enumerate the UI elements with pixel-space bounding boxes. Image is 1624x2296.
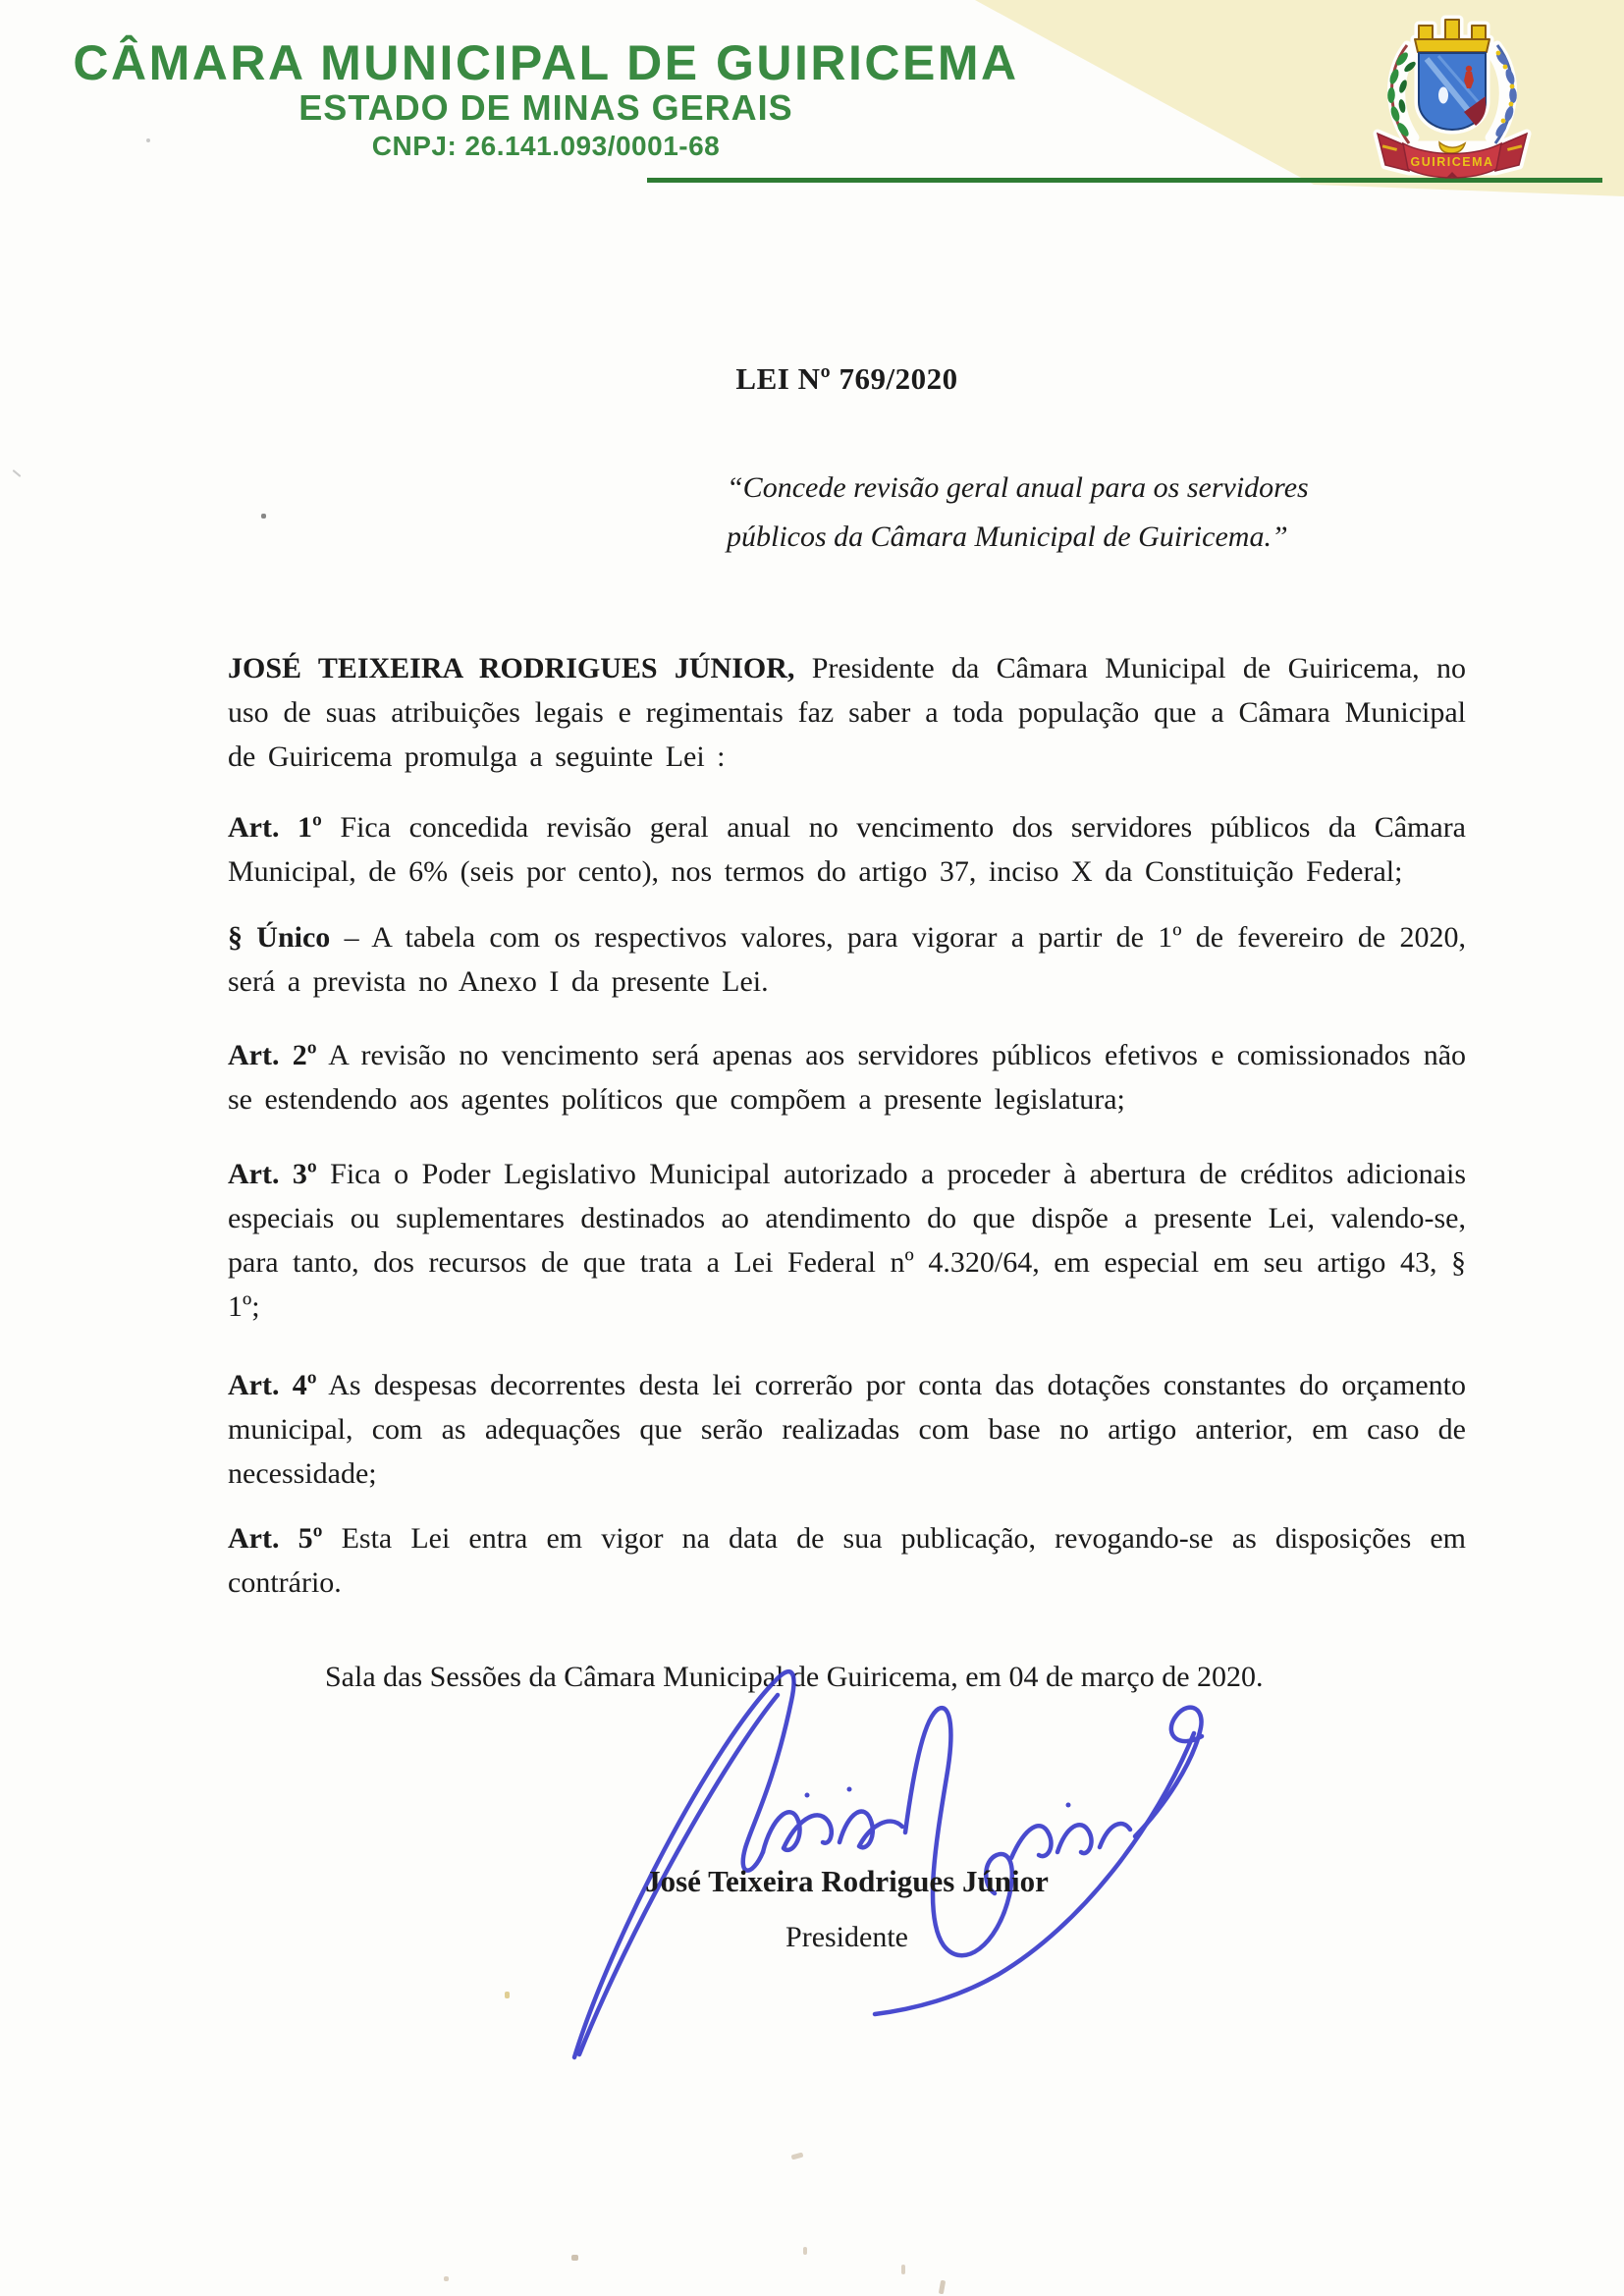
article-3-lead: Art. 3º [228,1158,317,1190]
article-4-lead: Art. 4º [228,1369,317,1401]
closing-line: Sala das Sessões da Câmara Municipal de Guiricema, em 04 de março de 2020. [325,1661,1264,1693]
epigraph-line: públicos da Câmara Municipal de Guiricema.” [727,520,1288,553]
crest-banner-text: GUIRICEMA [1410,155,1494,169]
scan-speck [261,514,266,519]
article-4-text: As despesas decorrentes desta lei correrão por conta das dotações constantes do orçamento municipal, com as adequações que serão realizadas com base no artigo anterior, em caso de necessidade; [228,1369,1466,1490]
paragrafo-unico-paragraph [228,915,1466,1004]
article-1-lead: Art. 1º [228,811,322,844]
article-3-text: Fica o Poder Legislativo Municipal autorizado a proceder à abertura de créditos adicionais especiais ou suplementares destinados ao atendimento do que dispõe a presente Lei, valendo-se, para tanto, dos recursos de que trata a Lei Federal nº 4.320/64, em especial em seu artigo 43, § 1º; [228,1158,1466,1323]
org-state-line: ESTADO DE MINAS GERAIS [298,87,793,128]
article-3-paragraph [228,1152,1466,1329]
org-name: CÂMARA MUNICIPAL DE GUIRICEMA [73,35,1019,90]
guiricema-coat-of-arms-icon [1358,2,1546,179]
scan-speck [791,2153,804,2160]
epigraph-line: “Concede revisão geral anual para os servidores [727,471,1309,504]
crest-drop [1438,87,1448,104]
letterhead [0,37,1092,161]
scan-speck [901,2265,905,2274]
epigraph [727,464,1309,562]
signer-role: Presidente [785,1921,908,1953]
paragrafo-unico-lead: § Único [228,921,331,954]
org-cnpj-line: CNPJ: 26.141.093/0001-68 [371,131,721,161]
paragrafo-unico-text: – A tabela com os respectivos valores, para vigorar a partir de 1º de fevereiro de 2020, será a prevista no Anexo I da presente Lei. [228,921,1467,998]
preamble-lead: JOSÉ TEIXEIRA RODRIGUES JÚNIOR, [228,652,795,684]
article-5-paragraph [228,1516,1466,1605]
law-title: LEI Nº 769/2020 [735,361,958,396]
article-2-paragraph [228,1033,1466,1121]
article-4-paragraph [228,1363,1466,1496]
article-1-text: Fica concedida revisão geral anual no vencimento dos servidores públicos da Câmara Municipal, de 6% (seis por cento), nos termos do artigo 37, inciso X da Constituição Federal; [228,811,1466,888]
scan-speck [939,2280,946,2295]
scan-speck [571,2255,578,2261]
signer-name: José Teixeira Rodrigues Júnior [645,1864,1049,1898]
scan-speck [505,1992,510,1998]
scan-speck [13,469,22,477]
scan-speck [444,2276,449,2281]
article-2-lead: Art. 2º [228,1039,317,1071]
preamble-text: Presidente da Câmara Municipal de Guiricema, no uso de suas atribuições legais e regimentais faz saber a toda população que a Câmara Municipal de Guiricema promulga a seguinte Lei : [228,652,1466,773]
preamble-paragraph [228,646,1466,779]
article-5-lead: Art. 5º [228,1522,323,1555]
article-2-text: A revisão no vencimento será apenas aos servidores públicos efetivos e comissionados não se estendendo aos agentes políticos que compõem a presente legislatura; [228,1039,1467,1116]
article-5-text: Esta Lei entra em vigor na data de sua publicação, revogando-se as disposições em contrário. [228,1522,1466,1599]
scan-speck [803,2247,807,2255]
article-1-paragraph [228,805,1466,894]
